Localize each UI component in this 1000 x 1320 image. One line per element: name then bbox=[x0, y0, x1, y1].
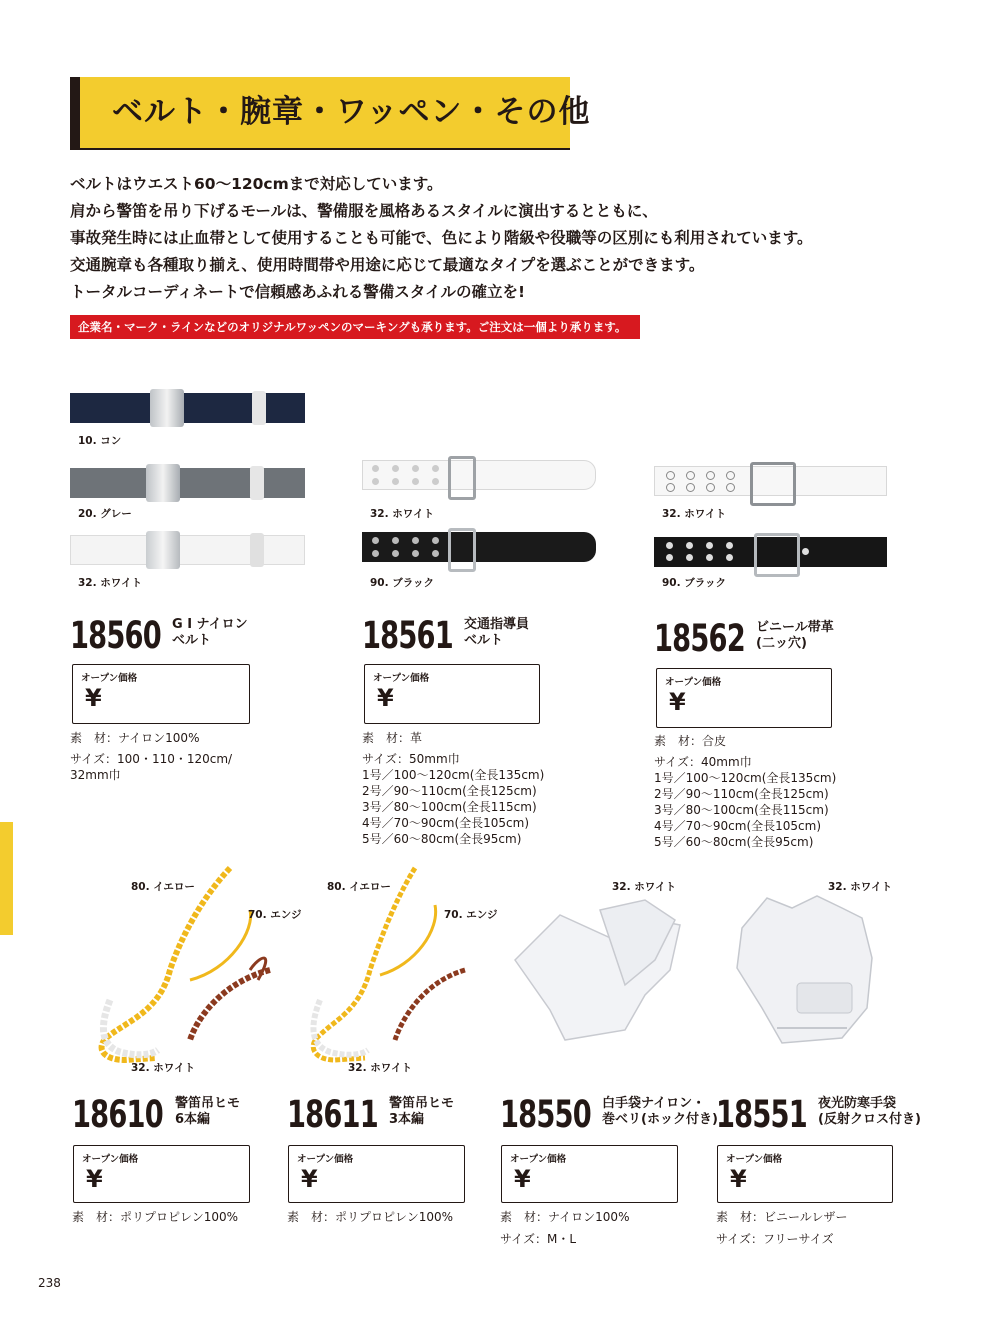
color-caption: 32. ホワイト bbox=[828, 881, 892, 893]
color-caption: 70. エンジ bbox=[248, 909, 302, 921]
product-name: 警笛吊ヒモ bbox=[389, 1096, 455, 1111]
spec-line: 素 材：合皮 bbox=[654, 734, 727, 748]
white-glove-image bbox=[505, 890, 700, 1050]
intro-line: 交通腕章も各種取り揃え、使用時間帯や用途に応じて最適なタイプを選ぶことができます。 bbox=[70, 256, 705, 274]
product-code: 18551 bbox=[716, 1093, 807, 1136]
belt-white-image bbox=[70, 535, 305, 565]
color-caption: 80. イエロー bbox=[131, 881, 195, 893]
vinyl-belt-white-image bbox=[654, 466, 887, 496]
product-code: 18610 bbox=[72, 1093, 163, 1136]
spec-line: 3号／80〜100cm(全長115cm) bbox=[654, 803, 829, 817]
vinyl-belt-black-image bbox=[654, 537, 887, 567]
product-name: 6本編 bbox=[175, 1112, 211, 1127]
product-code: 18562 bbox=[654, 617, 745, 660]
spec-line: 3号／80〜100cm(全長115cm) bbox=[362, 800, 537, 814]
color-caption: 32. ホワイト bbox=[370, 508, 434, 520]
product-name: ベルト bbox=[172, 633, 212, 648]
color-caption: 90. ブラック bbox=[370, 577, 435, 589]
header-accent-bar bbox=[70, 77, 80, 149]
spec-line: 4号／70〜90cm(全長105cm) bbox=[362, 816, 530, 830]
yen-sign: ¥ bbox=[730, 1165, 747, 1193]
spec-line: サイズ：100・110・120cm/ bbox=[70, 752, 233, 766]
spec-line: 4号／70〜90cm(全長105cm) bbox=[654, 819, 822, 833]
color-caption: 32. ホワイト bbox=[662, 508, 726, 520]
spec-line: サイズ：40mm巾 bbox=[654, 755, 752, 769]
yen-sign: ¥ bbox=[85, 684, 102, 712]
yen-sign: ¥ bbox=[301, 1165, 318, 1193]
price-label: オープン価格 bbox=[665, 677, 722, 688]
yen-sign: ¥ bbox=[86, 1165, 103, 1193]
intro-line: 事故発生時には止血帯として使用することも可能で、色により階級や役職等の区別にも利用されています。 bbox=[70, 229, 813, 247]
price-label: オープン価格 bbox=[510, 1154, 567, 1165]
leather-belt-black-image bbox=[362, 532, 596, 562]
spec-line: 32mm巾 bbox=[70, 768, 121, 782]
spec-line: 5号／60〜80cm(全長95cm) bbox=[362, 832, 522, 846]
color-caption: 70. エンジ bbox=[444, 909, 498, 921]
page-title: ベルト・腕章・ワッペン・その他 bbox=[112, 94, 591, 130]
price-box bbox=[501, 1145, 678, 1203]
color-caption: 32. ホワイト bbox=[131, 1062, 195, 1074]
price-label: オープン価格 bbox=[81, 673, 138, 684]
product-name: ビニール帯革 bbox=[756, 620, 834, 635]
spec-line: 1号／100〜120cm(全長135cm) bbox=[654, 771, 837, 785]
spec-line: 素 材：ビニールレザー bbox=[716, 1210, 848, 1224]
yen-sign: ¥ bbox=[514, 1165, 531, 1193]
price-label: オープン価格 bbox=[82, 1154, 139, 1165]
color-caption: 32. ホワイト bbox=[78, 577, 142, 589]
color-caption: 90. ブラック bbox=[662, 577, 727, 589]
spec-line: 素 材：ナイロン100% bbox=[500, 1210, 630, 1224]
page-number: 238 bbox=[38, 1276, 61, 1290]
product-name: 交通指導員 bbox=[464, 617, 530, 632]
winter-glove-image bbox=[722, 888, 894, 1058]
price-box bbox=[717, 1145, 893, 1203]
product-name: 3本編 bbox=[389, 1112, 425, 1127]
price-label: オープン価格 bbox=[373, 673, 430, 684]
product-code: 18611 bbox=[287, 1093, 378, 1136]
price-box bbox=[656, 668, 832, 728]
spec-line: 素 材：ポリプロピレン100% bbox=[72, 1210, 239, 1224]
intro-line: トータルコーディネートで信頼感あふれる警備スタイルの確立を! bbox=[70, 283, 526, 301]
spec-line: サイズ：フリーサイズ bbox=[716, 1232, 834, 1246]
product-name: 巻ベリ(ホック付き) bbox=[602, 1112, 718, 1127]
product-name: 警笛吊ヒモ bbox=[175, 1096, 241, 1111]
spec-line: 1号／100〜120cm(全長135cm) bbox=[362, 768, 545, 782]
price-box bbox=[288, 1145, 465, 1203]
intro-line: ベルトはウエスト60〜120cmまで対応しています。 bbox=[70, 175, 443, 193]
marking-notice: 企業名・マーク・ラインなどのオリジナルワッペンのマーキングも承ります。ご注文は一個より承ります。 bbox=[70, 315, 640, 339]
color-caption: 20. グレー bbox=[78, 508, 132, 520]
spec-line: 2号／90〜110cm(全長125cm) bbox=[654, 787, 829, 801]
color-caption: 80. イエロー bbox=[327, 881, 391, 893]
color-caption: 32. ホワイト bbox=[348, 1062, 412, 1074]
side-index-tab bbox=[0, 822, 13, 935]
belt-gray-image bbox=[70, 468, 305, 498]
product-name: ベルト bbox=[464, 633, 504, 648]
spec-line: 素 材：ポリプロピレン100% bbox=[287, 1210, 454, 1224]
spec-line: 5号／60〜80cm(全長95cm) bbox=[654, 835, 814, 849]
product-name: (反射クロス付き) bbox=[818, 1112, 921, 1127]
price-label: オープン価格 bbox=[726, 1154, 783, 1165]
header-underline bbox=[70, 148, 570, 150]
product-code: 18561 bbox=[362, 614, 453, 657]
spec-line: 素 材：革 bbox=[362, 731, 423, 745]
price-box bbox=[364, 664, 540, 724]
product-code: 18550 bbox=[500, 1093, 591, 1136]
yen-sign: ¥ bbox=[669, 688, 686, 716]
product-name: 夜光防寒手袋 bbox=[818, 1096, 897, 1111]
spec-line: サイズ：50mm巾 bbox=[362, 752, 460, 766]
product-code: 18560 bbox=[70, 614, 161, 657]
belt-navy-image bbox=[70, 393, 305, 423]
product-name: (二ッ穴) bbox=[756, 636, 807, 651]
whistle-cord-6-image bbox=[80, 860, 310, 1075]
spec-line: 2号／90〜110cm(全長125cm) bbox=[362, 784, 537, 798]
price-label: オープン価格 bbox=[297, 1154, 354, 1165]
price-box bbox=[73, 1145, 250, 1203]
price-box bbox=[72, 664, 250, 724]
color-caption: 10. コン bbox=[78, 435, 122, 447]
color-caption: 32. ホワイト bbox=[612, 881, 676, 893]
product-name: G I ナイロン bbox=[172, 617, 248, 632]
yen-sign: ¥ bbox=[377, 684, 394, 712]
spec-line: 素 材：ナイロン100% bbox=[70, 731, 200, 745]
leather-belt-white-image bbox=[362, 460, 596, 490]
spec-line: サイズ：M・L bbox=[500, 1232, 577, 1246]
intro-line: 肩から警笛を吊り下げるモールは、警備服を風格あるスタイルに演出するとともに、 bbox=[70, 202, 658, 220]
product-name: 白手袋ナイロン・ bbox=[602, 1096, 706, 1111]
